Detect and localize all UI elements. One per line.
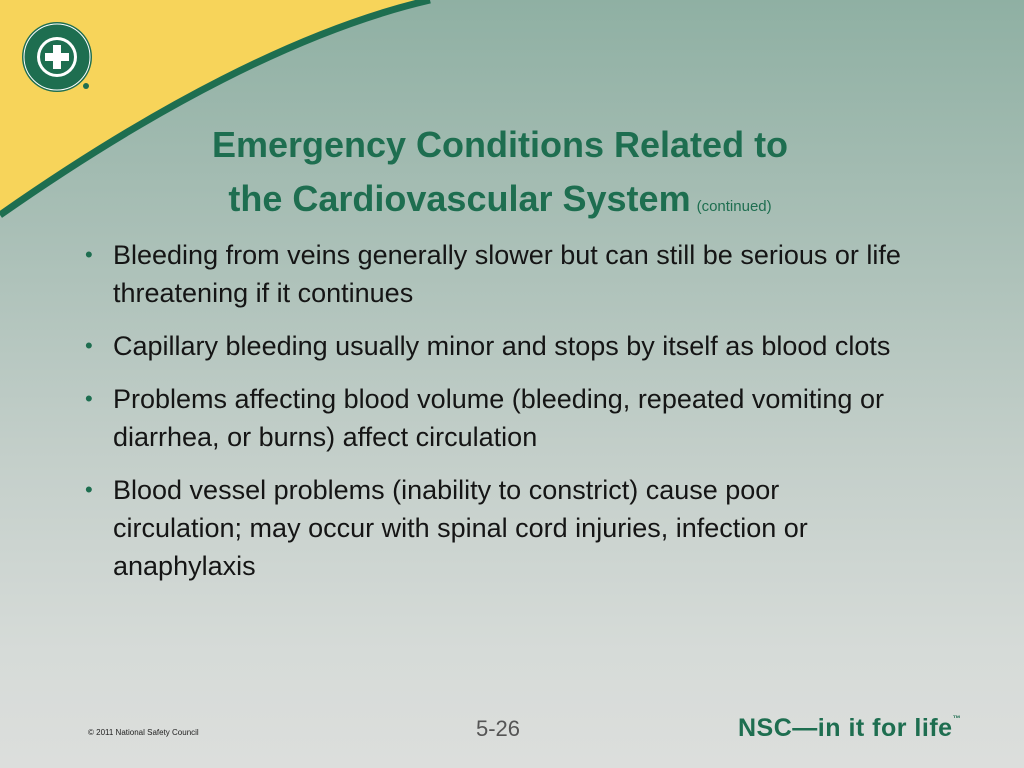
tagline-text: NSC—in it for life [738, 714, 953, 742]
bullet-item [85, 380, 905, 456]
bullet-icon: • [85, 386, 93, 411]
nsc-tagline [738, 714, 961, 743]
bullet-icon: • [85, 333, 93, 358]
title-line-2-text: the Cardiovascular System [228, 178, 691, 219]
bullet-text: Blood vessel problems (inability to constrict) cause poor circulation; may occur with spinal cord injuries, infection or anaphylaxis [113, 475, 808, 581]
bullet-item [85, 471, 905, 585]
slide-title [150, 118, 850, 234]
bullet-text: Problems affecting blood volume (bleeding, repeated vomiting or diarrhea, or burns) affect circulation [113, 384, 884, 452]
copyright-text: © 2011 National Safety Council [88, 728, 199, 737]
title-continued: (continued) [696, 198, 772, 215]
trademark-mark: ™ [952, 714, 962, 723]
nsc-logo [20, 20, 94, 94]
bullet-item [85, 327, 905, 365]
page-number: 5-26 [476, 716, 521, 741]
bullet-icon: • [85, 242, 93, 267]
bullet-list [85, 236, 905, 600]
bullet-text: Bleeding from veins generally slower but can still be serious or life threatening if it continues [113, 240, 901, 308]
bullet-text: Capillary bleeding usually minor and stops by itself as blood clots [113, 331, 891, 361]
bullet-item [85, 236, 905, 312]
title-line-2 [150, 172, 850, 234]
title-line-1: Emergency Conditions Related to [211, 124, 789, 165]
bullet-icon: • [85, 477, 93, 502]
